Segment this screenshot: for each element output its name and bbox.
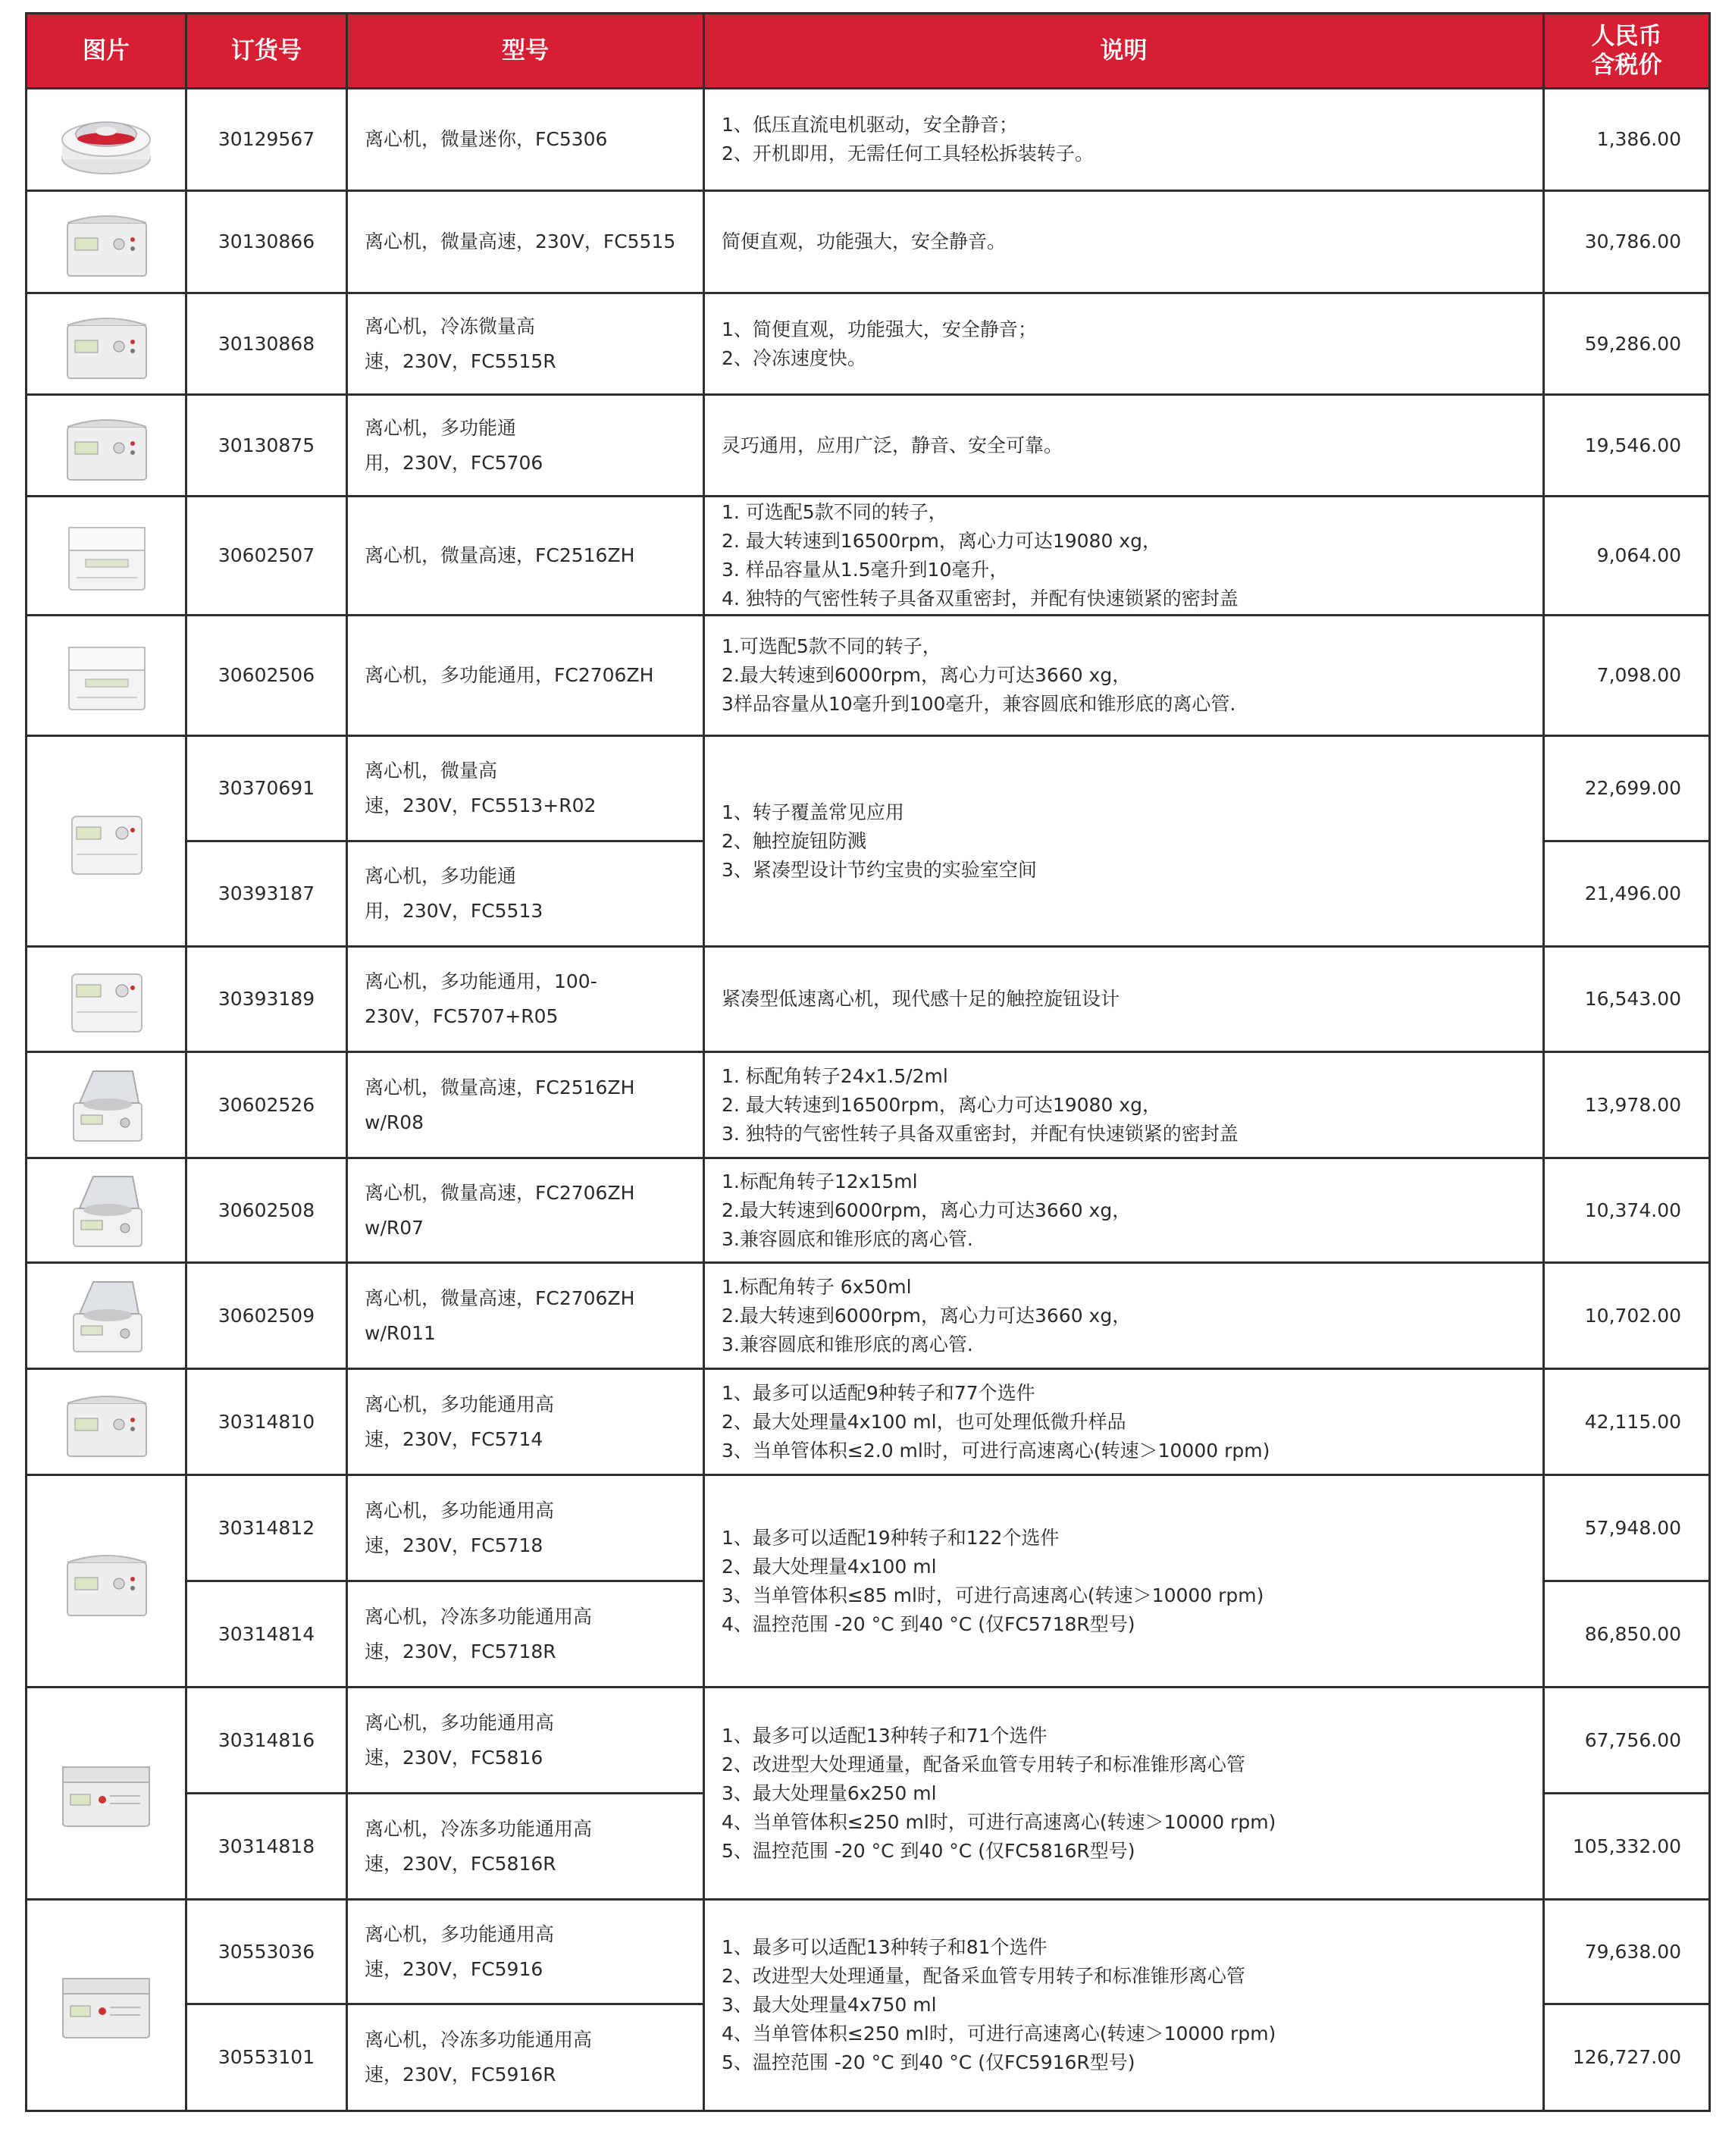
model-name [347, 1369, 704, 1475]
table-row [27, 89, 1710, 191]
description [704, 947, 1544, 1052]
order-number: 30314810 [186, 1369, 347, 1475]
price-value: 16,543.00 [1544, 947, 1710, 1052]
price-value: 22,699.00 [1544, 736, 1710, 841]
description-line: 5、温控范围 -20 °C 到40 °C (仅FC5816R型号) [722, 1839, 1135, 1862]
model-name [347, 497, 704, 616]
model-name [347, 616, 704, 736]
table-row [27, 395, 1710, 497]
table-row [27, 1369, 1710, 1475]
description-line: 4、温控范围 -20 °C 到40 °C (仅FC5718R型号) [722, 1612, 1135, 1635]
order-number: 30130868 [186, 293, 347, 395]
description-line: 2、开机即用，无需任何工具轻松拆装转子。 [722, 143, 1094, 165]
model-name [347, 2004, 704, 2111]
model-line: 速，230V，FC5718R [365, 1640, 556, 1662]
table-row [27, 1052, 1710, 1158]
description-line: 1、转子覆盖常见应用 [722, 801, 904, 823]
description-line: 3样品容量从10毫升到100毫升，兼容圆底和锥形底的离心管. [722, 693, 1236, 715]
product-image-cell [27, 616, 186, 736]
description-line: 1、低压直流电机驱动，安全静音； [722, 114, 1018, 136]
model-line: 离心机，多功能通用高 [365, 1499, 555, 1521]
header-description: 说明 [704, 14, 1544, 89]
model-line: 速，230V，FC5916 [365, 1957, 543, 1980]
price-value: 30,786.00 [1544, 191, 1710, 293]
order-number: 30602506 [186, 616, 347, 736]
model-name [347, 1794, 704, 1900]
order-number: 30602526 [186, 1052, 347, 1158]
floor-centrifuge-icon [27, 1963, 185, 2047]
price-value: 19,546.00 [1544, 395, 1710, 497]
price-value: 57,948.00 [1544, 1475, 1710, 1581]
order-number: 30129567 [186, 89, 347, 191]
product-image-cell [27, 1158, 186, 1263]
model-line: 离心机，多功能通 [365, 416, 517, 439]
description-line: 1、最多可以适配19种转子和122个选件 [722, 1526, 1060, 1549]
order-number: 30393189 [186, 947, 347, 1052]
description-line: 1. 标配角转子24x1.5/2ml [722, 1064, 948, 1087]
description-line: 2.最大转速到6000rpm，离心力可达3660 xg， [722, 1304, 1132, 1327]
model-name [347, 1688, 704, 1794]
model-line: 离心机，多功能通用，100- [365, 970, 597, 992]
description [704, 616, 1544, 736]
model-line: 速，230V，FC5718 [365, 1534, 543, 1556]
description [704, 1158, 1544, 1263]
compact-centrifuge-icon [27, 800, 185, 883]
header-model: 型号 [347, 14, 704, 89]
open-lid-centrifuge-icon [27, 1064, 185, 1147]
price-value: 105,332.00 [1544, 1794, 1710, 1900]
description-line: 2. 最大转速到16500rpm，离心力可达19080 xg， [722, 1093, 1161, 1116]
table-row [27, 1475, 1710, 1581]
model-name [347, 1475, 704, 1581]
description-line: 1、最多可以适配9种转子和77个选件 [722, 1381, 1035, 1404]
model-name [347, 1158, 704, 1263]
description-line: 紧凑型低速离心机，现代感十足的触控旋钮设计 [722, 988, 1120, 1010]
order-number: 30553036 [186, 1900, 347, 2004]
price-table [25, 12, 1711, 2112]
description-line: 2、最大处理量4x100 ml [722, 1555, 937, 1578]
model-line: 离心机，冷冻微量高 [365, 315, 536, 337]
model-line: 速，230V，FC5816 [365, 1746, 543, 1769]
description-line: 2.最大转速到6000rpm，离心力可达3660 xg， [722, 1199, 1132, 1221]
model-name [347, 1581, 704, 1688]
description-line: 3、最大处理量4x750 ml [722, 1994, 937, 2016]
description [704, 1475, 1544, 1688]
description [704, 1688, 1544, 1900]
table-row [27, 947, 1710, 1052]
product-image-cell [27, 736, 186, 947]
model-line: 离心机，多功能通用高 [365, 1711, 555, 1734]
description-line: 3、紧凑型设计节约宝贵的实验室空间 [722, 858, 1037, 881]
description-line: 2.最大转速到6000rpm，离心力可达3660 xg， [722, 664, 1132, 686]
price-value: 21,496.00 [1544, 841, 1710, 947]
order-number: 30393187 [186, 841, 347, 947]
product-image-cell [27, 1263, 186, 1369]
description [704, 497, 1544, 616]
model-line: 速，230V，FC5513+R02 [365, 794, 597, 816]
price-value: 13,978.00 [1544, 1052, 1710, 1158]
description [704, 1369, 1544, 1475]
white-centrifuge-icon [27, 514, 185, 597]
price-value: 59,286.00 [1544, 293, 1710, 395]
description-line: 1、最多可以适配13种转子和71个选件 [722, 1724, 1048, 1747]
description-line: 4、当单管体积≤250 ml时，可进行高速离心(转速＞10000 rpm) [722, 2023, 1276, 2045]
product-image-cell [27, 1900, 186, 2111]
table-row [27, 736, 1710, 841]
product-image-cell [27, 293, 186, 395]
price-value: 42,115.00 [1544, 1369, 1710, 1475]
open-lid-centrifuge-icon [27, 1274, 185, 1358]
price-value: 86,850.00 [1544, 1581, 1710, 1688]
description [704, 1052, 1544, 1158]
model-line: 用，230V，FC5513 [365, 900, 543, 922]
model-line: 离心机，微量高速，230V，FC5515 [365, 230, 676, 252]
description-line: 简便直观，功能强大，安全静音。 [722, 230, 1007, 252]
price-value: 79,638.00 [1544, 1900, 1710, 2004]
model-name [347, 841, 704, 947]
compact-centrifuge-icon [27, 957, 185, 1041]
price-value: 67,756.00 [1544, 1688, 1710, 1794]
table-row [27, 1263, 1710, 1369]
table-row [27, 191, 1710, 293]
description-line: 2、改进型大处理通量，配备采血管专用转子和标准锥形离心管 [722, 1753, 1245, 1775]
model-name [347, 1052, 704, 1158]
model-name [347, 736, 704, 841]
model-name [347, 293, 704, 395]
model-line: 离心机，多功能通 [365, 865, 517, 887]
product-image-cell [27, 497, 186, 616]
floor-centrifuge-icon [27, 1752, 185, 1835]
description-line: 1.标配角转子 6x50ml [722, 1275, 912, 1298]
model-line: 离心机，多功能通用高 [365, 1393, 555, 1415]
model-line: 速，230V，FC5714 [365, 1427, 543, 1450]
order-number: 30370691 [186, 736, 347, 841]
order-number: 30314814 [186, 1581, 347, 1688]
model-line: 离心机，微量高速，FC2706ZH [365, 1286, 635, 1309]
product-image-cell [27, 1052, 186, 1158]
description-line: 2、改进型大处理通量，配备采血管专用转子和标准锥形离心管 [722, 1965, 1245, 1987]
model-name [347, 395, 704, 497]
description-line: 3.兼容圆底和锥形底的离心管. [722, 1227, 973, 1250]
price-value: 9,064.00 [1544, 497, 1710, 616]
description [704, 293, 1544, 395]
benchtop-centrifuge-icon [27, 200, 185, 284]
product-image-cell [27, 947, 186, 1052]
description-line: 1.可选配5款不同的转子， [722, 635, 941, 657]
description [704, 395, 1544, 497]
model-name [347, 1263, 704, 1369]
model-line: 离心机，多功能通用高 [365, 1923, 555, 1945]
model-line: 离心机，多功能通用，FC2706ZH [365, 664, 654, 686]
product-image-cell [27, 1475, 186, 1688]
price-value: 7,098.00 [1544, 616, 1710, 736]
description-line: 2、最大处理量4x100 ml，也可处理低微升样品 [722, 1410, 1126, 1433]
order-number: 30602507 [186, 497, 347, 616]
description-line: 3、最大处理量6x250 ml [722, 1782, 937, 1804]
model-line: w/R011 [365, 1321, 436, 1344]
model-line: 230V，FC5707+R05 [365, 1005, 559, 1027]
description-line: 1、最多可以适配13种转子和81个选件 [722, 1936, 1048, 1958]
order-number: 30130866 [186, 191, 347, 293]
model-line: 离心机，微量迷你，FC5306 [365, 128, 608, 150]
model-line: 速，230V，FC5816R [365, 1852, 556, 1875]
benchtop-centrifuge-icon [27, 302, 185, 386]
product-image-cell [27, 1688, 186, 1900]
header-order-no: 订货号 [186, 14, 347, 89]
description [704, 191, 1544, 293]
price-value: 10,702.00 [1544, 1263, 1710, 1369]
description-line: 4、当单管体积≤250 ml时，可进行高速离心(转速＞10000 rpm) [722, 1810, 1276, 1833]
description-line: 1.标配角转子12x15ml [722, 1170, 918, 1192]
description-line: 3. 独特的气密性转子具备双重密封，并配有快速锁紧的密封盖 [722, 1122, 1239, 1145]
model-line: 速，230V，FC5515R [365, 349, 556, 372]
description-line: 1、简便直观，功能强大，安全静音； [722, 318, 1037, 340]
model-line: 离心机，冷冻多功能通用高 [365, 1605, 593, 1628]
open-lid-centrifuge-icon [27, 1169, 185, 1252]
model-line: 离心机，微量高速，FC2706ZH [365, 1181, 635, 1204]
header-price: 人民币 含税价 [1544, 14, 1710, 89]
model-line: w/R07 [365, 1216, 424, 1239]
order-number: 30314816 [186, 1688, 347, 1794]
model-line: w/R08 [365, 1111, 424, 1133]
model-name [347, 1900, 704, 2004]
product-image-cell [27, 191, 186, 293]
product-image-cell [27, 89, 186, 191]
model-line: 离心机，冷冻多功能通用高 [365, 2029, 593, 2051]
product-image-cell [27, 1369, 186, 1475]
order-number: 30314818 [186, 1794, 347, 1900]
benchtop-centrifuge-icon [27, 1380, 185, 1464]
order-number: 30130875 [186, 395, 347, 497]
description [704, 1900, 1544, 2111]
model-line: 离心机，微量高 [365, 760, 498, 782]
model-line: 速，230V，FC5916R [365, 2064, 556, 2085]
order-number: 30314812 [186, 1475, 347, 1581]
description-line: 1. 可选配5款不同的转子， [722, 501, 947, 523]
order-number: 30553101 [186, 2004, 347, 2111]
description [704, 89, 1544, 191]
mini-centrifuge-icon [27, 98, 185, 181]
price-value: 1,386.00 [1544, 89, 1710, 191]
table-row [27, 293, 1710, 395]
benchtop-centrifuge-icon [27, 404, 185, 487]
table-row [27, 1158, 1710, 1263]
description-line: 2、冷冻速度快。 [722, 346, 866, 369]
order-number: 30602508 [186, 1158, 347, 1263]
table-row [27, 497, 1710, 616]
model-name [347, 947, 704, 1052]
description-line: 3. 样品容量从1.5毫升到10毫升， [722, 559, 1009, 581]
model-line: 离心机，微量高速，FC2516ZH [365, 544, 635, 566]
table-row [27, 616, 1710, 736]
header-image: 图片 [27, 14, 186, 89]
product-image-cell [27, 395, 186, 497]
table-row [27, 1688, 1710, 1794]
description-line: 2、触控旋钮防溅 [722, 829, 866, 852]
description [704, 736, 1544, 947]
model-line: 离心机，冷冻多功能通用高 [365, 1817, 593, 1840]
description-line: 灵巧通用，应用广泛，静音、安全可靠。 [722, 434, 1063, 456]
model-name [347, 191, 704, 293]
order-number: 30602509 [186, 1263, 347, 1369]
white-centrifuge-icon [27, 634, 185, 717]
header-row [27, 14, 1710, 89]
description-line: 3、当单管体积≤85 ml时，可进行高速离心(转速＞10000 rpm) [722, 1584, 1264, 1606]
description-line: 5、温控范围 -20 °C 到40 °C (仅FC5916R型号) [722, 2051, 1135, 2073]
description-line: 2. 最大转速到16500rpm，离心力可达19080 xg， [722, 530, 1161, 552]
benchtop-centrifuge-icon [27, 1540, 185, 1623]
model-line: 离心机，微量高速，FC2516ZH [365, 1076, 635, 1098]
description-line: 3.兼容圆底和锥形底的离心管. [722, 1333, 973, 1355]
description [704, 1263, 1544, 1369]
model-name [347, 89, 704, 191]
price-value: 10,374.00 [1544, 1158, 1710, 1263]
description-line: 3、当单管体积≤2.0 ml时，可进行高速离心(转速＞10000 rpm) [722, 1439, 1270, 1462]
table-row [27, 1900, 1710, 2004]
model-line: 用，230V，FC5706 [365, 451, 543, 474]
price-value: 126,727.00 [1544, 2004, 1710, 2111]
description-line: 4. 独特的气密性转子具备双重密封，并配有快速锁紧的密封盖 [722, 588, 1239, 610]
